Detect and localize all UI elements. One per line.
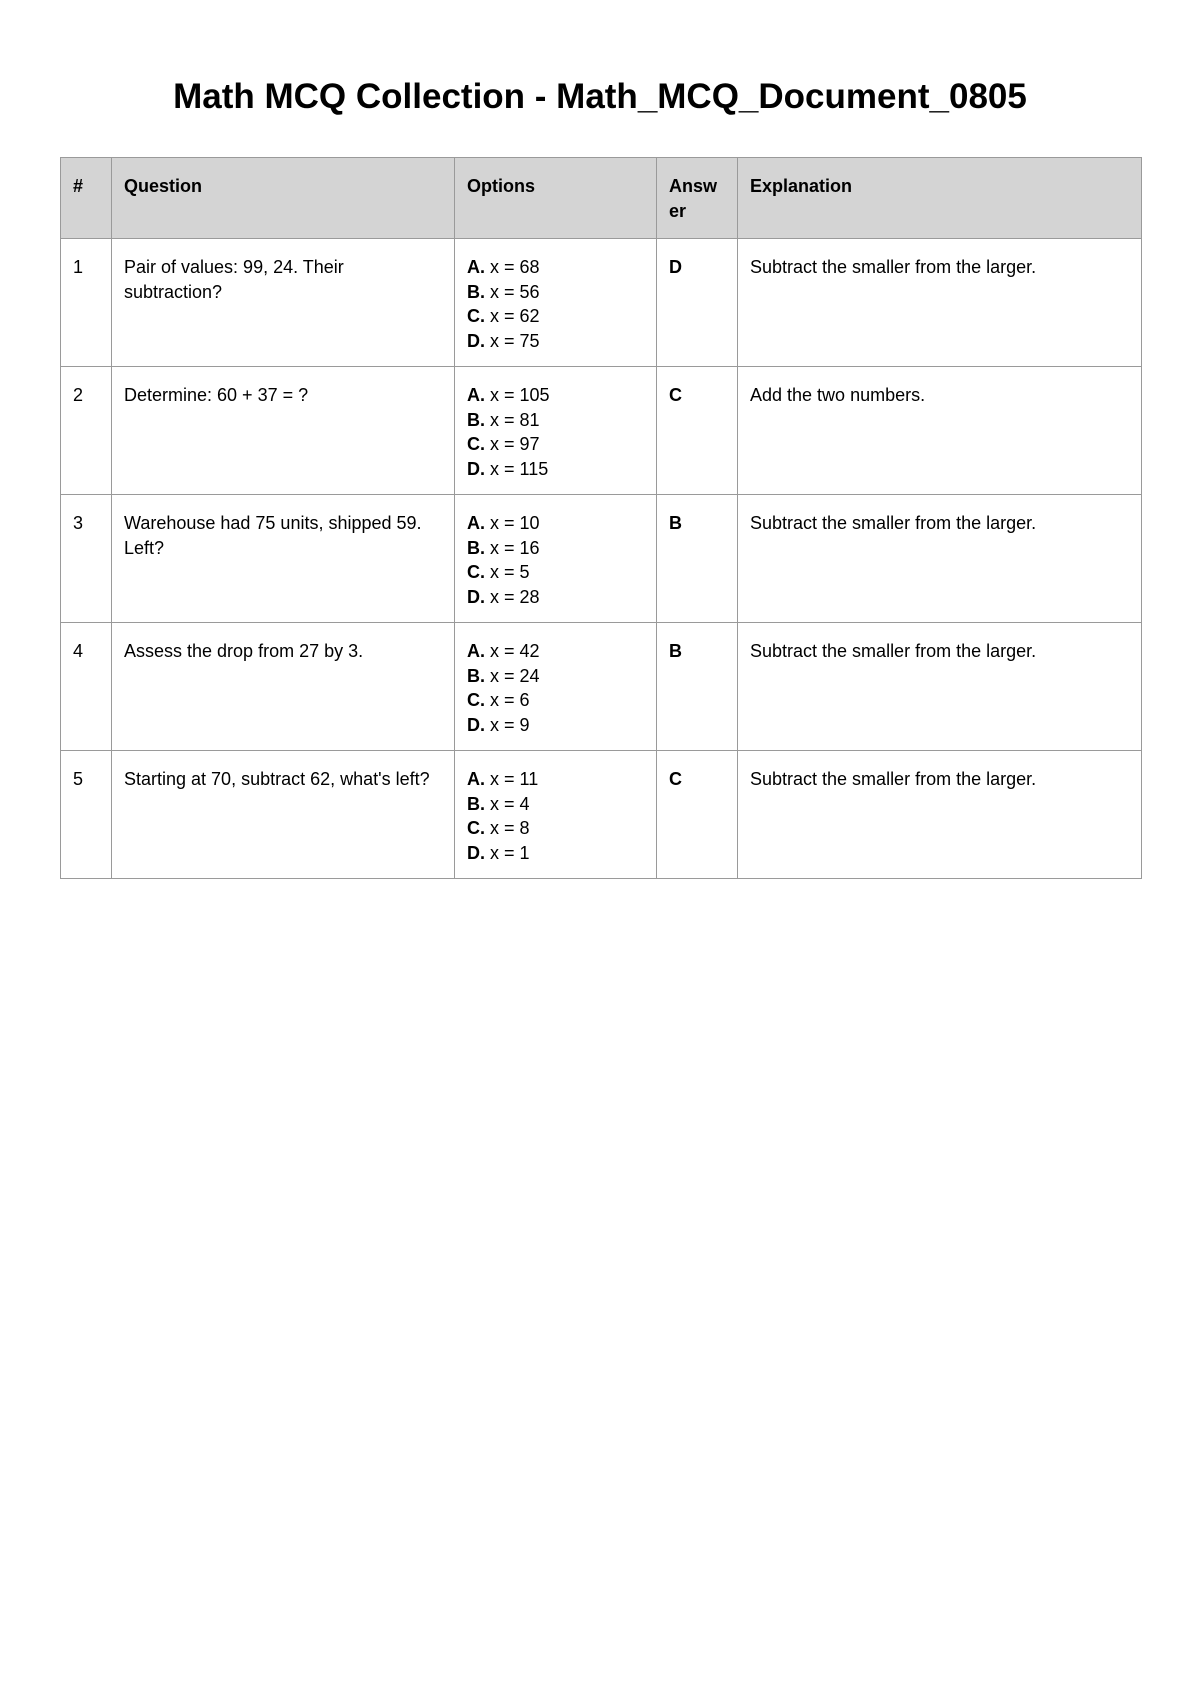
table-row	[61, 751, 1142, 879]
option-item	[467, 383, 644, 408]
option-text: x = 4	[490, 793, 530, 814]
header-answer: Answer	[657, 158, 738, 239]
table-row	[61, 623, 1142, 751]
table-body	[61, 239, 1142, 879]
option-letter: A.	[467, 513, 485, 533]
answer-cell: C	[657, 751, 738, 879]
question-text: Starting at 70, subtract 62, what's left?	[112, 751, 455, 879]
explanation-cell: Add the two numbers.	[738, 367, 1142, 495]
option-item	[467, 304, 644, 329]
option-text: x = 62	[490, 306, 540, 326]
option-text: x = 10	[490, 513, 540, 533]
option-item	[467, 560, 644, 585]
option-item	[467, 457, 644, 482]
option-item	[467, 255, 644, 280]
option-letter: B.	[467, 665, 485, 686]
explanation-cell: Subtract the smaller from the larger.	[738, 239, 1142, 367]
option-item	[467, 767, 644, 792]
option-letter: D.	[467, 586, 485, 607]
options-cell	[455, 623, 657, 751]
option-item	[467, 664, 644, 689]
question-number: 3	[61, 495, 112, 623]
option-text: x = 97	[490, 434, 540, 454]
option-item	[467, 792, 644, 817]
option-item	[467, 816, 644, 841]
answer-cell: D	[657, 239, 738, 367]
option-text: x = 1	[490, 842, 530, 863]
option-letter: D.	[467, 330, 485, 351]
option-item	[467, 408, 644, 433]
header-question: Question	[112, 158, 455, 239]
option-text: x = 42	[490, 641, 540, 661]
option-text: x = 16	[490, 537, 540, 558]
option-letter: A.	[467, 769, 485, 789]
table-row	[61, 239, 1142, 367]
option-letter: D.	[467, 458, 485, 479]
question-text: Pair of values: 99, 24. Their subtraction?	[112, 239, 455, 367]
question-text: Determine: 60 + 37 = ?	[112, 367, 455, 495]
option-letter: A.	[467, 641, 485, 661]
page-title: Math MCQ Collection - Math_MCQ_Document_0805	[173, 77, 1027, 116]
option-item	[467, 536, 644, 561]
option-text: x = 56	[490, 281, 540, 302]
question-number: 1	[61, 239, 112, 367]
option-letter: A.	[467, 257, 485, 277]
option-letter: B.	[467, 409, 485, 430]
question-text: Warehouse had 75 units, shipped 59. Left?	[112, 495, 455, 623]
option-letter: D.	[467, 842, 485, 863]
explanation-cell: Subtract the smaller from the larger.	[738, 751, 1142, 879]
options-cell	[455, 495, 657, 623]
question-number: 5	[61, 751, 112, 879]
question-number: 4	[61, 623, 112, 751]
option-letter: B.	[467, 281, 485, 302]
option-item	[467, 639, 644, 664]
option-item	[467, 329, 644, 354]
question-number: 2	[61, 367, 112, 495]
option-letter: A.	[467, 385, 485, 405]
explanation-cell: Subtract the smaller from the larger.	[738, 495, 1142, 623]
option-text: x = 105	[490, 385, 550, 405]
option-item	[467, 841, 644, 866]
option-letter: C.	[467, 562, 485, 582]
options-cell	[455, 751, 657, 879]
option-item	[467, 713, 644, 738]
explanation-cell: Subtract the smaller from the larger.	[738, 623, 1142, 751]
option-item	[467, 688, 644, 713]
option-text: x = 68	[490, 257, 540, 277]
option-item	[467, 585, 644, 610]
question-text: Assess the drop from 27 by 3.	[112, 623, 455, 751]
option-letter: B.	[467, 793, 485, 814]
option-item	[467, 280, 644, 305]
answer-cell: C	[657, 367, 738, 495]
header-number: #	[61, 158, 112, 239]
option-text: x = 75	[490, 330, 540, 351]
answer-cell: B	[657, 495, 738, 623]
option-text: x = 81	[490, 409, 540, 430]
option-item	[467, 432, 644, 457]
table-row	[61, 495, 1142, 623]
option-letter: C.	[467, 818, 485, 838]
option-letter: D.	[467, 714, 485, 735]
table-header	[61, 158, 1142, 239]
options-cell	[455, 239, 657, 367]
option-letter: C.	[467, 434, 485, 454]
header-explanation: Explanation	[738, 158, 1142, 239]
table-row	[61, 367, 1142, 495]
options-cell	[455, 367, 657, 495]
option-text: x = 9	[490, 714, 530, 735]
header-options: Options	[455, 158, 657, 239]
option-text: x = 28	[490, 586, 540, 607]
option-text: x = 24	[490, 665, 540, 686]
option-text: x = 8	[490, 818, 530, 838]
option-letter: C.	[467, 306, 485, 326]
mcq-table	[60, 157, 1142, 879]
answer-cell: B	[657, 623, 738, 751]
header-row	[61, 158, 1142, 239]
option-text: x = 11	[490, 769, 539, 789]
option-letter: C.	[467, 690, 485, 710]
option-letter: B.	[467, 537, 485, 558]
option-text: x = 115	[490, 458, 549, 479]
option-text: x = 5	[490, 562, 530, 582]
option-text: x = 6	[490, 690, 530, 710]
option-item	[467, 511, 644, 536]
